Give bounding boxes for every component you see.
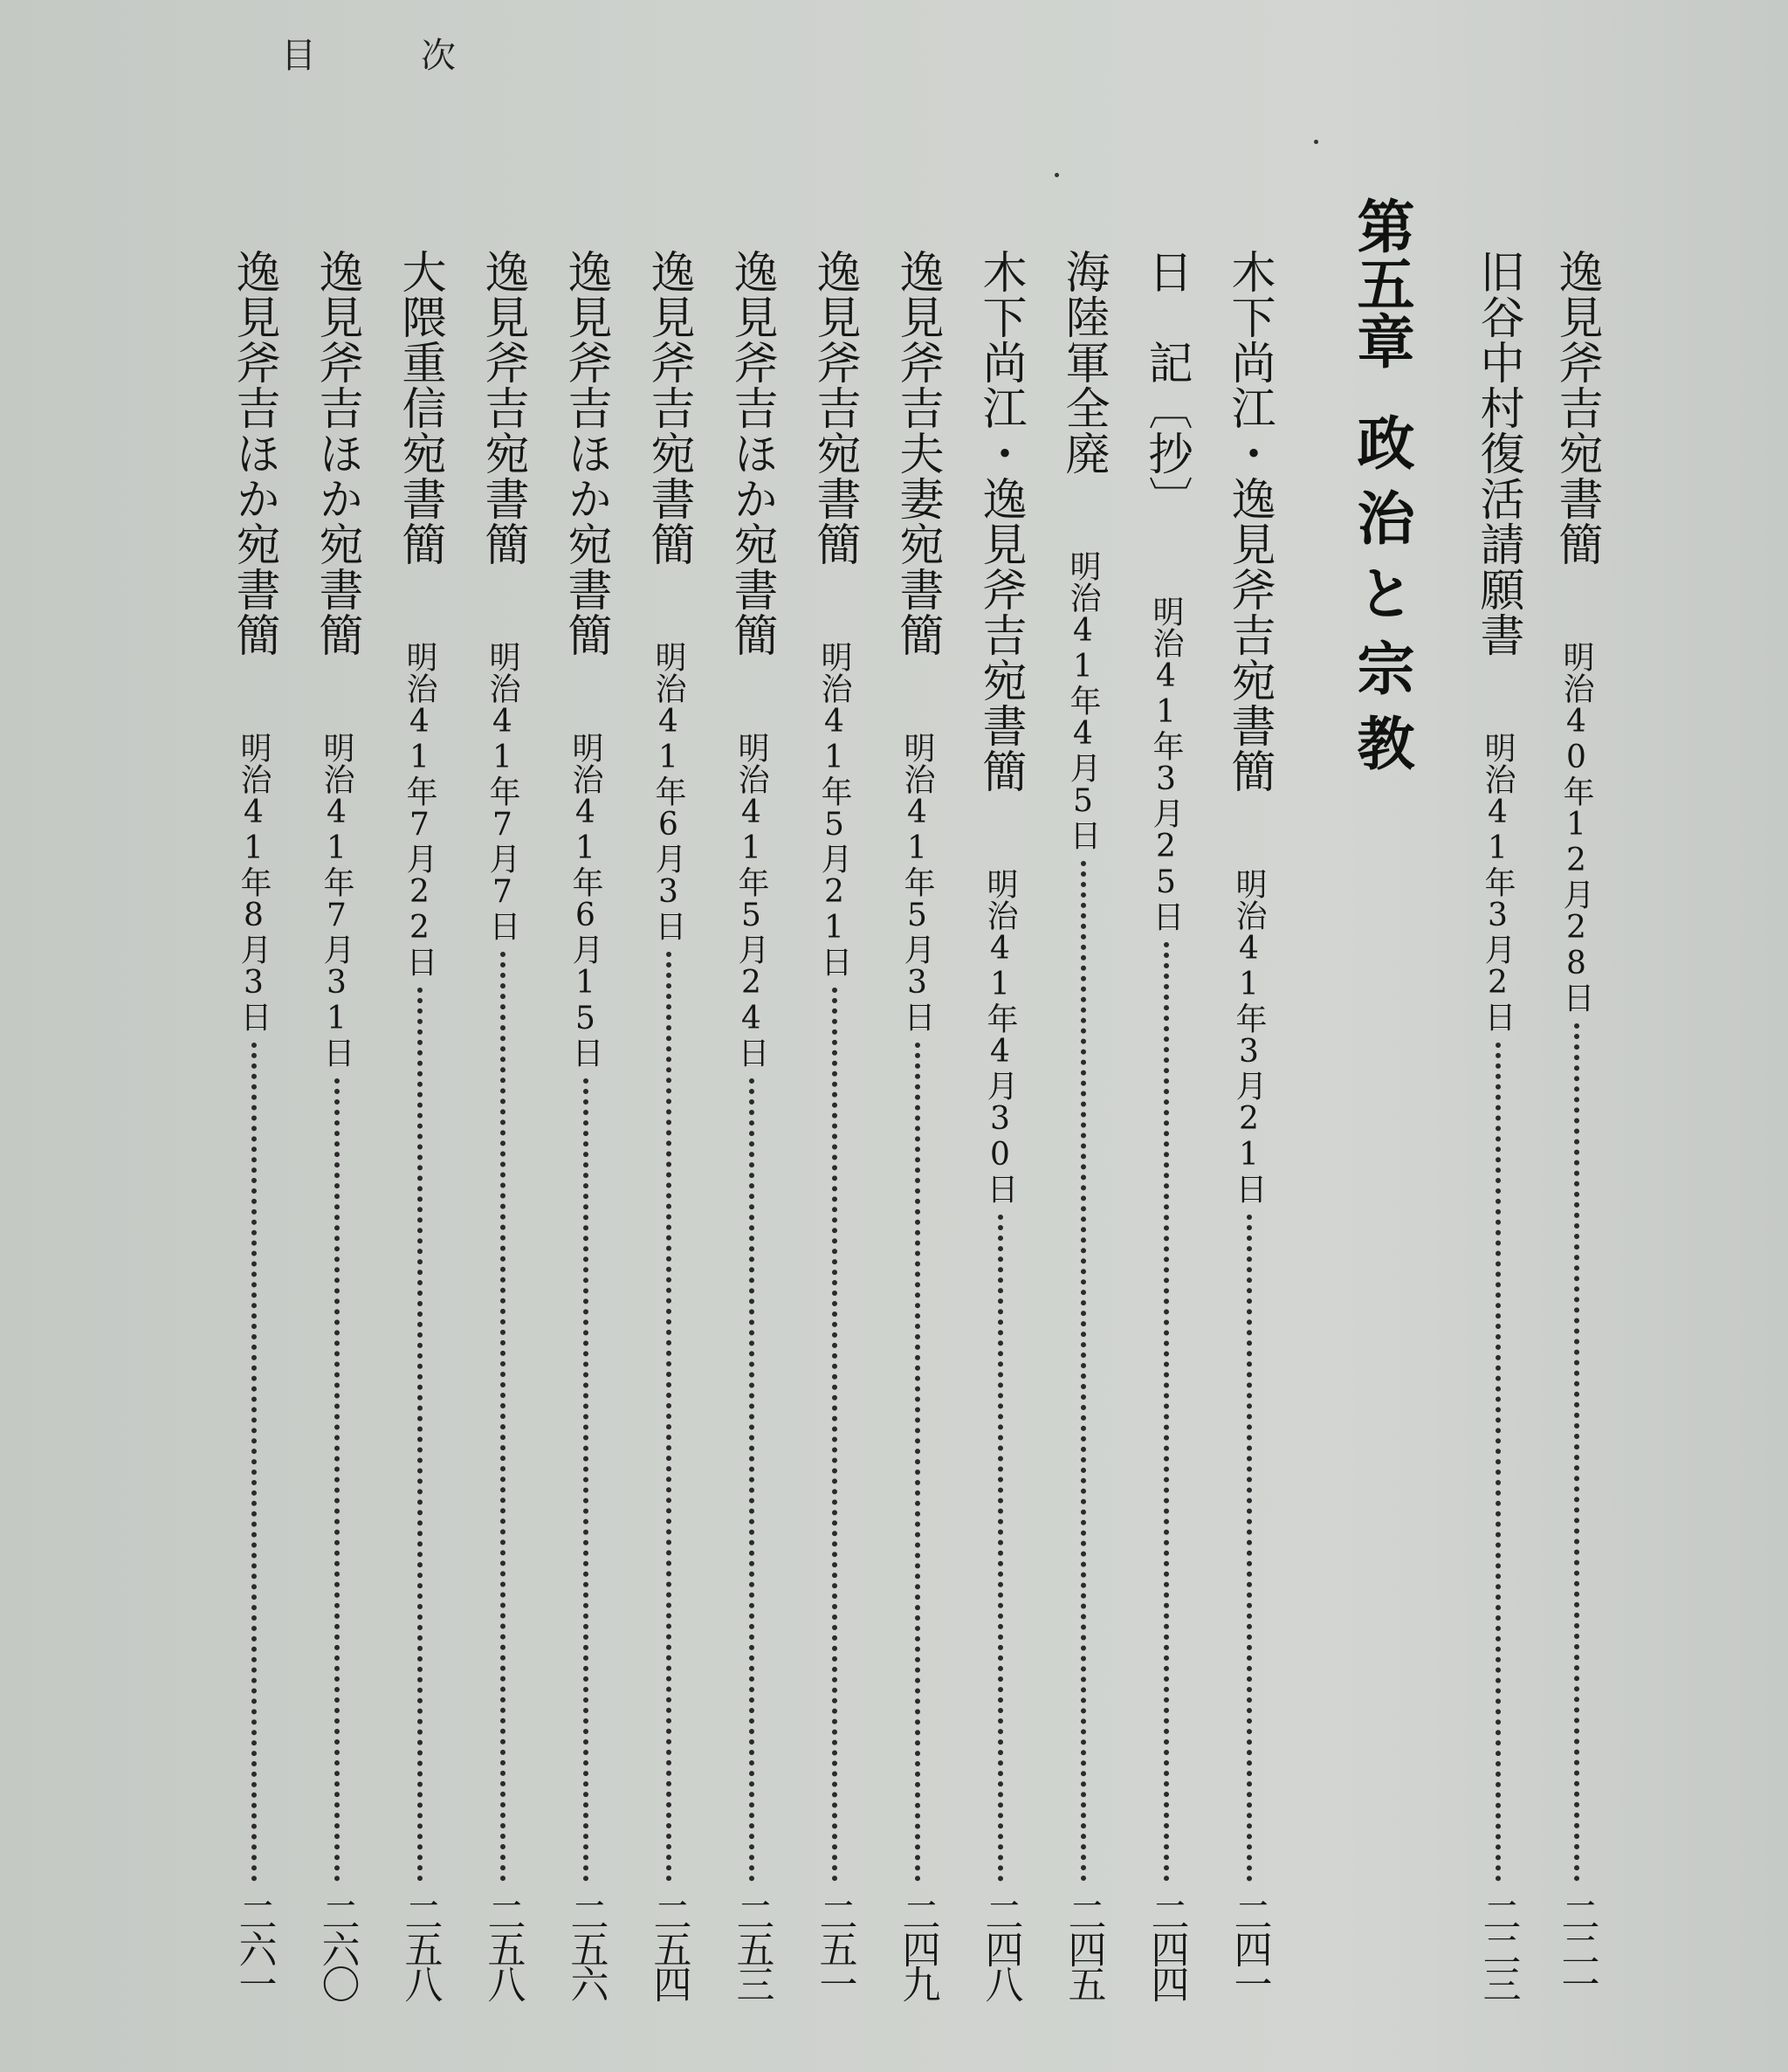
entry-date: 明治41年6月15日: [567, 732, 603, 1068]
toc-entry[interactable]: [726, 249, 777, 2000]
entry-page: 二六〇: [314, 1895, 360, 2000]
entry-page: 二四九: [895, 1895, 940, 2000]
entry-title: 逸見斧吉ほか宛書簡: [228, 249, 279, 657]
toc-entry[interactable]: [643, 249, 694, 2000]
entry-date: 明治40年12月28日: [1558, 641, 1594, 1013]
entry-date: 明治41年4月30日: [982, 868, 1018, 1204]
entry-page: 二四五: [1061, 1895, 1106, 2000]
dot-leader: [251, 1043, 257, 1882]
entry-page: 二四八: [978, 1895, 1023, 2000]
dot-leader: [1496, 1043, 1501, 1882]
toc-entry[interactable]: [560, 249, 611, 2000]
entry-date: 明治41年3月21日: [1231, 868, 1267, 1204]
chapter-title: 政治と宗教: [1347, 413, 1415, 788]
toc-entry[interactable]: [394, 249, 445, 2000]
entry-title: 木下尚江・逸見斧吉宛書簡: [974, 249, 1026, 794]
toc-entry[interactable]: [1551, 249, 1602, 2000]
toc-entry[interactable]: [311, 249, 362, 2000]
entry-date: 明治41年6月3日: [650, 641, 686, 941]
entry-title: 逸見斧吉夫妻宛書簡: [891, 249, 943, 657]
print-speck: [1055, 173, 1059, 177]
entry-date: 明治41年7月7日: [485, 641, 520, 941]
entry-title: 大隈重信宛書簡: [394, 249, 445, 567]
chapter-number: 第五章: [1347, 196, 1415, 369]
entry-date: 明治41年5月21日: [816, 641, 852, 977]
entry-page: 二四一: [1227, 1895, 1272, 2000]
toc-entry[interactable]: [1140, 249, 1192, 2000]
toc-entry[interactable]: [808, 249, 860, 2000]
entry-date: 明治41年5月24日: [733, 732, 769, 1068]
toc-entry[interactable]: [1472, 249, 1523, 2000]
toc-entry[interactable]: [891, 249, 943, 2000]
entry-page: 二四四: [1144, 1895, 1189, 2000]
dot-leader: [749, 1078, 754, 1882]
chapter-heading: [1340, 196, 1423, 788]
entry-title: 逸見斧吉宛書簡: [1551, 249, 1602, 567]
toc-entry[interactable]: [1057, 249, 1109, 2000]
toc-entry[interactable]: [1223, 249, 1275, 2000]
entry-title: 逸見斧吉ほか宛書簡: [311, 249, 362, 657]
entry-page: 二五八: [480, 1895, 526, 2000]
dot-leader: [583, 1078, 588, 1882]
dot-leader: [998, 1215, 1003, 1882]
entry-date: 明治41年3月2日: [1480, 732, 1516, 1032]
entry-date: 明治41年5月3日: [899, 732, 935, 1032]
dot-leader: [666, 952, 671, 1882]
entry-title: 逸見斧吉宛書簡: [643, 249, 694, 567]
entry-page: 二二三: [1475, 1895, 1521, 2000]
entry-title: 逸見斧吉宛書簡: [808, 249, 860, 567]
entry-page: 二二一: [1554, 1895, 1599, 2000]
dot-leader: [1247, 1215, 1252, 1882]
dot-leader: [915, 1043, 920, 1882]
entry-title: 逸見斧吉宛書簡: [477, 249, 528, 567]
entry-page: 二五四: [646, 1895, 691, 2000]
toc-entry[interactable]: [974, 249, 1026, 2000]
entry-page: 二五三: [729, 1895, 774, 2000]
entry-date: 明治41年3月25日: [1148, 595, 1184, 932]
entry-page: 二五一: [812, 1895, 857, 2000]
print-speck: [1314, 140, 1318, 144]
toc-entry[interactable]: [477, 249, 528, 2000]
entry-page: 二五八: [397, 1895, 443, 2000]
entry-title: 旧谷中村復活請願書: [1472, 249, 1523, 657]
entry-date: 明治41年4月5日: [1065, 550, 1101, 850]
dot-leader: [334, 1078, 340, 1882]
entry-title: 木下尚江・逸見斧吉宛書簡: [1223, 249, 1275, 794]
entry-date: 明治41年7月31日: [319, 732, 354, 1068]
dot-leader: [832, 988, 837, 1882]
entry-title: 逸見斧吉ほか宛書簡: [560, 249, 611, 657]
entry-title: 海陸軍全廃: [1057, 249, 1109, 476]
entry-page: 二五六: [563, 1895, 609, 2000]
entry-page: 二六一: [231, 1895, 277, 2000]
page-header: 目次: [281, 36, 560, 76]
entry-title: 逸見斧吉ほか宛書簡: [726, 249, 777, 657]
entry-date: 明治41年7月22日: [402, 641, 437, 977]
dot-leader: [500, 952, 505, 1882]
entry-title: 日 記〔抄〕: [1140, 249, 1192, 521]
dot-leader: [1574, 1023, 1579, 1882]
dot-leader: [417, 988, 423, 1882]
entry-date: 明治41年8月3日: [236, 732, 272, 1032]
dot-leader: [1081, 861, 1086, 1882]
toc-entry[interactable]: [228, 249, 279, 2000]
dot-leader: [1164, 942, 1169, 1882]
